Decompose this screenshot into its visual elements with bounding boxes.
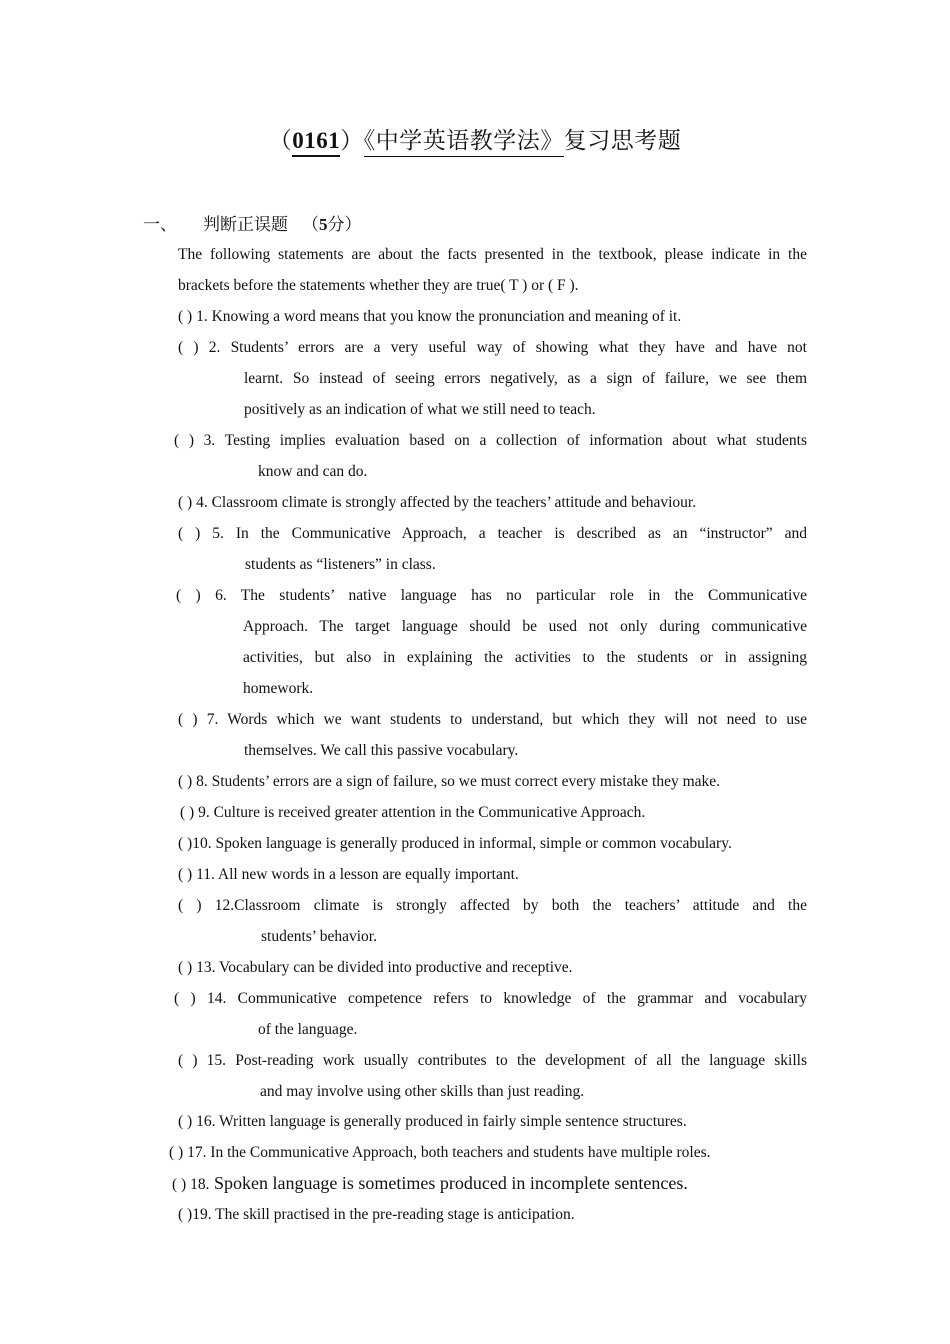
question-number: ( ) 18. xyxy=(172,1176,210,1193)
question-continuation-line: and may involve using other skills than just reading. xyxy=(260,1083,585,1100)
question-continuation-line: themselves. We call this passive vocabulary. xyxy=(244,742,519,759)
course-code: 0161 xyxy=(292,128,340,157)
title-close-paren: ） xyxy=(340,128,364,154)
question-line: ( ) 15. Post-reading work usually contributes to the development of all the language skills xyxy=(178,1052,807,1069)
question-line: ( ) 16. Written language is generally produced in fairly simple sentence structures. xyxy=(178,1113,687,1130)
question-continuation-line: of the language. xyxy=(258,1021,358,1038)
question-item xyxy=(178,332,807,425)
question-continuation-line: students’ behavior. xyxy=(261,928,377,945)
section-label: 判断正误题 xyxy=(203,215,288,235)
question-item xyxy=(180,797,807,828)
question-continuation-line: activities, but also in explaining the activities to the students or in assigning xyxy=(243,649,807,666)
question-text: Spoken language is sometimes produced in incomplete sentences. xyxy=(209,1173,688,1193)
question-line: ( ) 3. Testing implies evaluation based on a collection of information about what students xyxy=(174,432,807,449)
question-item xyxy=(178,828,807,859)
question-item xyxy=(178,518,807,580)
section-heading xyxy=(143,210,362,235)
question-line: ( )19. The skill practised in the pre-reading stage is anticipation. xyxy=(178,1206,575,1223)
question-continuation-line: Approach. The target language should be used not only during communicative xyxy=(243,618,807,635)
question-item xyxy=(174,983,807,1045)
section-number: 一、 xyxy=(143,215,177,235)
question-line: ( ) 9. Culture is received greater attention in the Communicative Approach. xyxy=(180,804,646,821)
question-line: ( ) 11. All new words in a lesson are equally important. xyxy=(178,866,519,883)
question-line: ( ) 17. In the Communicative Approach, both teachers and students have multiple roles. xyxy=(169,1144,711,1161)
question-line: ( ) 4. Classroom climate is strongly affected by the teachers’ attitude and behaviour. xyxy=(178,494,697,511)
question-line: ( ) 14. Communicative competence refers to knowledge of the grammar and vocabulary xyxy=(174,990,807,1007)
question-line xyxy=(172,1168,807,1200)
title-open-paren: （ xyxy=(268,128,293,154)
question-line: ( ) 1. Knowing a word means that you know the pronunciation and meaning of it. xyxy=(178,308,682,325)
question-item xyxy=(176,580,807,704)
question-line: ( ) 13. Vocabulary can be divided into productive and receptive. xyxy=(178,959,573,976)
title-rest: 复习思考题 xyxy=(563,128,682,154)
course-name: 《中学英语教学法》 xyxy=(364,128,564,157)
question-item xyxy=(178,301,807,332)
instructions xyxy=(178,239,807,301)
question-line: ( ) 2. Students’ errors are a very useful way of showing what they have and have not xyxy=(178,339,807,356)
question-continuation-line: positively as an indication of what we still need to teach. xyxy=(244,401,596,418)
section-points: （5分） xyxy=(302,215,362,235)
question-continuation-line: learnt. So instead of seeing errors negatively, as a sign of failure, we see them xyxy=(244,370,807,387)
question-item xyxy=(178,859,807,890)
question-line: ( ) 12.Classroom climate is strongly affected by both the teachers’ attitude and the xyxy=(178,897,807,914)
question-line: ( ) 6. The students’ native language has no particular role in the Communicative xyxy=(176,587,807,604)
question-item xyxy=(178,1199,807,1230)
question-line: ( )10. Spoken language is generally produced in informal, simple or common vocabulary. xyxy=(178,835,732,852)
question-item xyxy=(178,890,807,952)
question-line: ( ) 8. Students’ errors are a sign of failure, so we must correct every mistake they make. xyxy=(178,773,721,790)
question-item xyxy=(178,952,807,983)
question-item xyxy=(178,487,807,518)
question-item xyxy=(178,766,807,797)
question-continuation-line: know and can do. xyxy=(258,463,368,480)
question-line: ( ) 7. Words which we want students to understand, but which they will not need to use xyxy=(178,711,807,728)
page-title xyxy=(0,122,950,155)
instructions-line-2: brackets before the statements whether they are true( T ) or ( F ). xyxy=(178,277,579,294)
instructions-line-1: The following statements are about the facts presented in the textbook, please indicate in the xyxy=(178,246,807,263)
question-continuation-line: homework. xyxy=(243,680,314,697)
question-line: ( ) 5. In the Communicative Approach, a teacher is described as an “instructor” and xyxy=(178,525,807,542)
question-item xyxy=(172,1168,807,1200)
question-item xyxy=(178,1045,807,1107)
question-item xyxy=(174,425,807,487)
question-item xyxy=(178,704,807,766)
question-item xyxy=(178,1106,807,1137)
question-continuation-line: students as “listeners” in class. xyxy=(245,556,436,573)
question-item xyxy=(169,1137,807,1168)
